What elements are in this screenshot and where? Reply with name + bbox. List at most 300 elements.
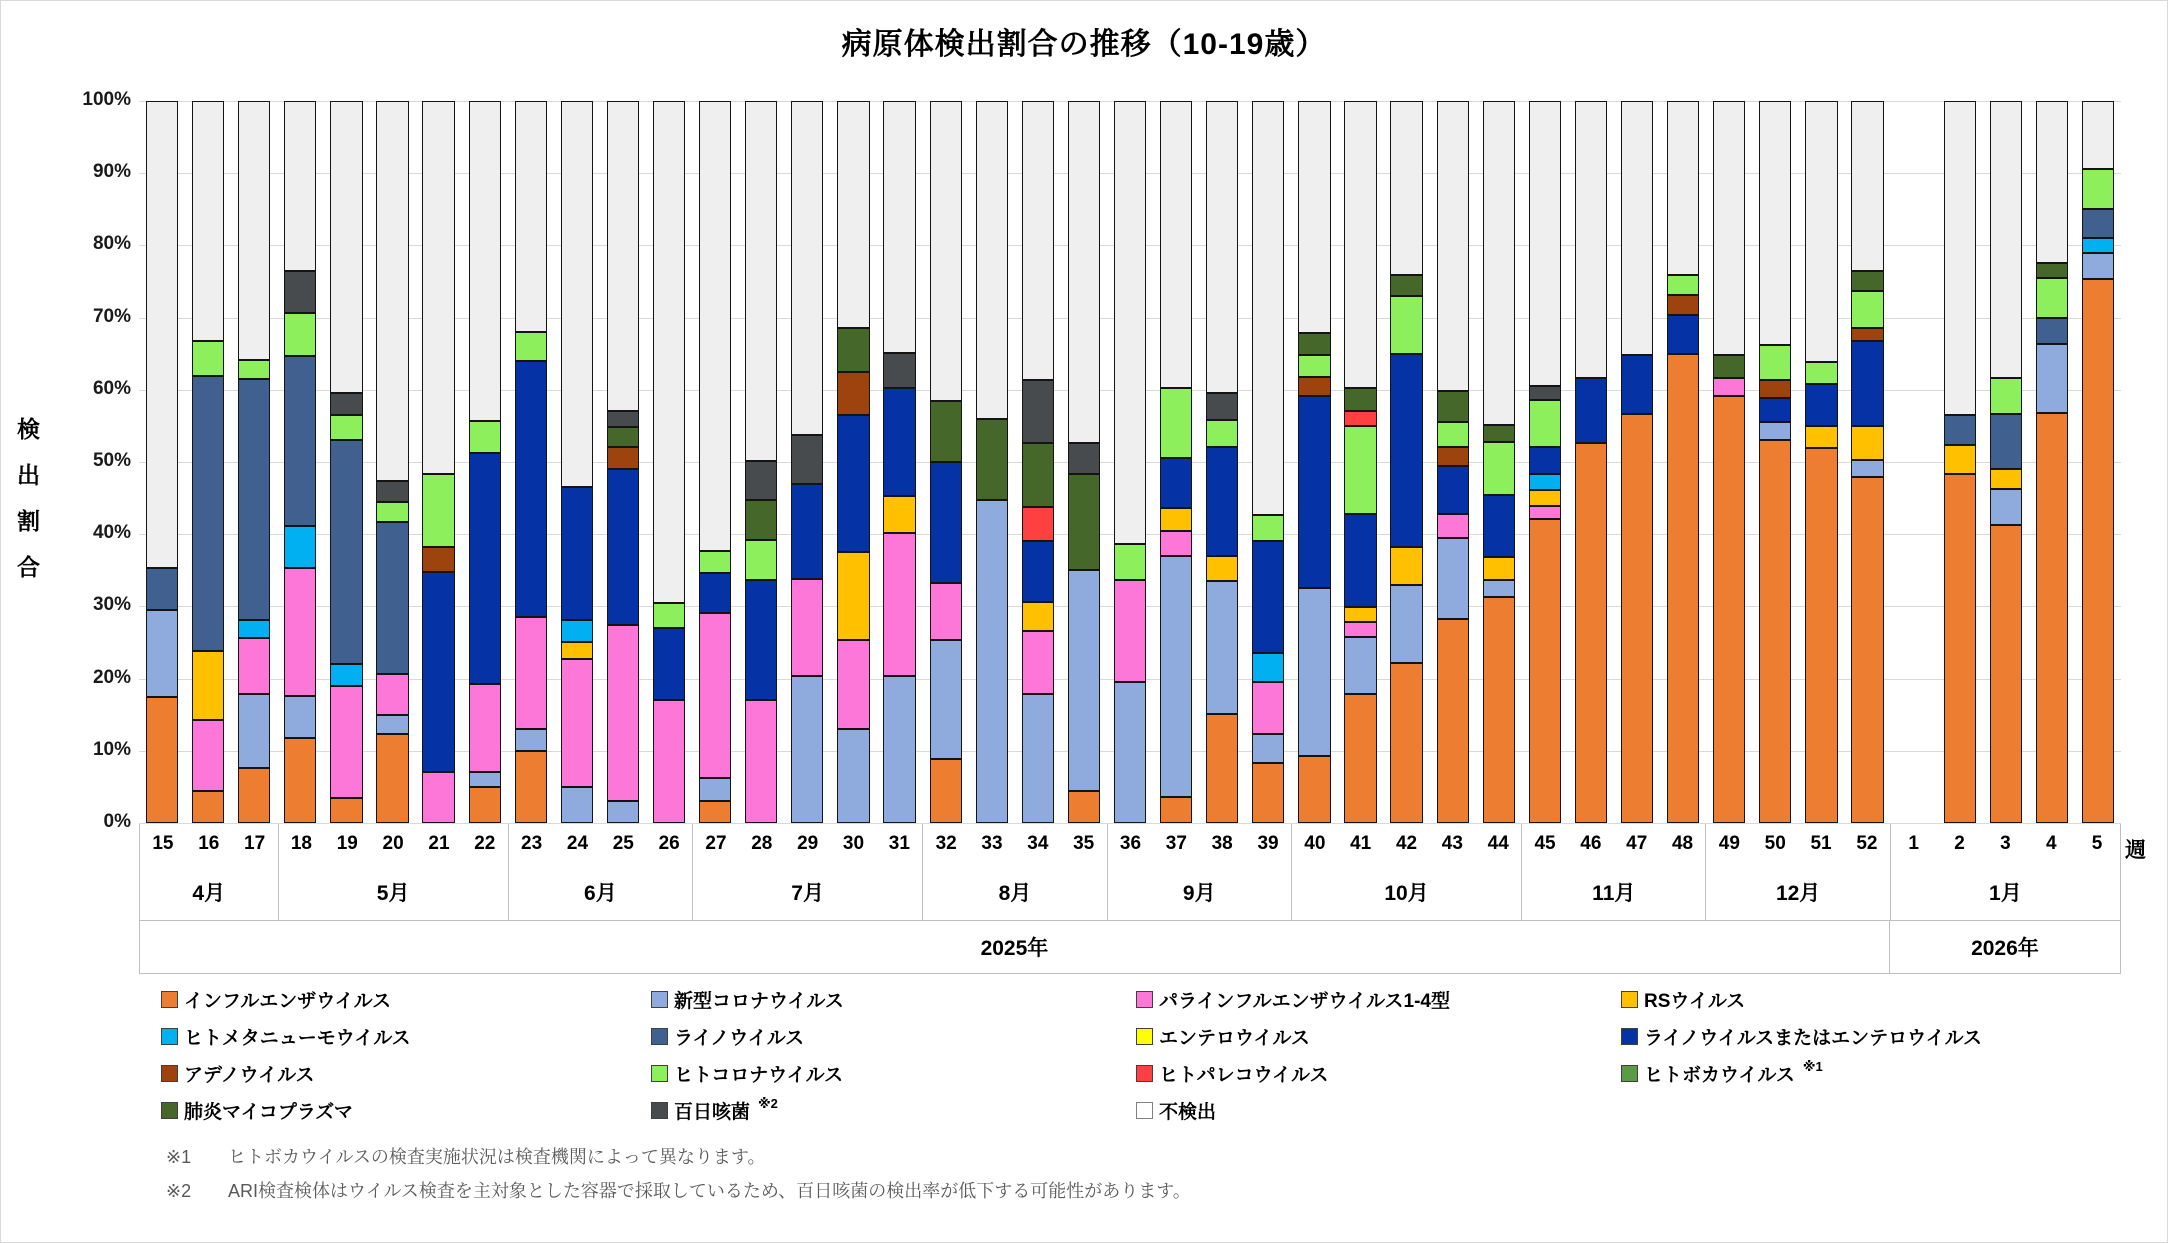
segment-flu [1344, 694, 1376, 823]
month-label: 5月 [376, 882, 410, 905]
bar-week-28 [745, 101, 777, 823]
week-label-16: 16 [198, 833, 220, 854]
segment-para [837, 640, 869, 729]
segment-para [791, 579, 823, 676]
segment-covid [1437, 538, 1469, 619]
segment-hmpv [284, 526, 316, 569]
segment-hcov [238, 360, 270, 379]
month-group-5月 [278, 824, 508, 920]
segment-hcov [1390, 296, 1422, 354]
segment-myco [1344, 388, 1376, 411]
segment-hcov [1851, 291, 1883, 328]
segment-pert [284, 271, 316, 314]
bar-week-50 [1759, 101, 1791, 823]
segment-para [930, 583, 962, 641]
segment-para [1713, 378, 1745, 396]
segment-rhino [284, 356, 316, 526]
y-tick-label: 50% [92, 450, 131, 471]
segment-covid [561, 787, 593, 823]
segment-para [238, 638, 270, 694]
segment-re [1851, 341, 1883, 426]
bar-week-17 [238, 101, 270, 823]
legend-swatch-adeno [161, 1065, 178, 1082]
segment-myco [2036, 263, 2068, 277]
segment-hmpv [1529, 474, 1561, 490]
y-tick-label: 40% [92, 522, 131, 544]
bar-week-47 [1621, 101, 1653, 823]
bar-slot-week-3 [1983, 101, 2029, 823]
segment-hmpv [1252, 653, 1284, 682]
segment-para [653, 700, 685, 823]
bar-slot-week-49 [1706, 101, 1752, 823]
bar-slot-week-26 [646, 101, 692, 823]
segment-hcov [2082, 169, 2114, 209]
segment-pert [1068, 443, 1100, 474]
segment-none [1944, 101, 1976, 415]
legend-swatch-flu [161, 991, 178, 1008]
footnote-1-marker: ※1 [166, 1147, 192, 1167]
segment-myco [1483, 425, 1515, 442]
segment-myco [1390, 275, 1422, 296]
segment-hcov [284, 313, 316, 356]
segment-para [883, 533, 915, 676]
y-tick-label: 100% [82, 89, 131, 110]
month-label: 11月 [1592, 882, 1636, 905]
bar-week-41 [1344, 101, 1376, 823]
bars-container [139, 101, 2121, 823]
segment-re [699, 573, 731, 613]
segment-none [469, 101, 501, 421]
legend-label: 不検出 [1159, 1102, 1217, 1123]
month-group-7月 [692, 824, 922, 920]
segment-para [422, 772, 454, 823]
segment-rhino [238, 379, 270, 620]
bar-week-30 [837, 101, 869, 823]
legend-swatch-para [1136, 991, 1153, 1008]
segment-flu [2082, 279, 2114, 823]
segment-re [1759, 398, 1791, 422]
bar-slot-week-4 [2029, 101, 2075, 823]
segment-none [1529, 101, 1561, 385]
footnote-2-marker: ※2 [166, 1181, 192, 1201]
segment-covid [607, 801, 639, 823]
bar-slot-week-48 [1660, 101, 1706, 823]
segment-none [607, 101, 639, 411]
segment-adeno [1759, 380, 1791, 398]
segment-hcov [1483, 442, 1515, 495]
week-label-40: 40 [1304, 833, 1326, 854]
segment-covid [1759, 422, 1791, 440]
segment-flu [1068, 791, 1100, 823]
segment-pert [376, 481, 408, 503]
legend-swatch-myco [161, 1102, 178, 1119]
segment-rhino [146, 568, 178, 610]
segment-none [515, 101, 547, 332]
segment-parecho [1022, 507, 1054, 542]
legend-item-hcov [651, 1060, 843, 1087]
legend-label: エンテロウイルス [1159, 1028, 1310, 1049]
segment-parecho [1344, 411, 1376, 426]
segment-none [1805, 101, 1837, 362]
segment-covid [1990, 489, 2022, 525]
segment-hmpv [238, 620, 270, 638]
bar-slot-week-17 [231, 101, 277, 823]
y-axis-title-char: 合 [17, 554, 40, 580]
legend-swatch-hmpv [161, 1028, 178, 1045]
week-label-24: 24 [566, 833, 589, 854]
segment-none [745, 101, 777, 461]
bar-week-2 [1944, 101, 1976, 823]
month-group-11月 [1521, 824, 1705, 920]
month-label: 7月 [791, 882, 824, 905]
bar-slot-week-50 [1752, 101, 1798, 823]
segment-none [1483, 101, 1515, 425]
footnote-2-text: ARI検査検体はウイルス検査を主対象とした容器で採取しているため、百日咳菌の検出率が低下する可能性があります。 [228, 1181, 1191, 1201]
segment-para [561, 659, 593, 787]
legend-swatch-pert [651, 1102, 668, 1119]
segment-myco [1022, 443, 1054, 507]
segment-re [561, 487, 593, 620]
segment-none [192, 101, 224, 341]
segment-flu [284, 738, 316, 823]
segment-hcov [515, 332, 547, 361]
bar-slot-week-15 [139, 101, 185, 823]
segment-hcov [1805, 362, 1837, 384]
legend-note-marker: ※1 [1802, 1058, 1823, 1074]
bar-week-37 [1160, 101, 1192, 823]
week-label-50: 50 [1764, 833, 1786, 854]
segment-myco [976, 419, 1008, 499]
week-labels-row [140, 824, 278, 864]
bar-slot-week-52 [1844, 101, 1890, 823]
segment-myco [837, 328, 869, 372]
segment-para [376, 674, 408, 715]
bar-week-3 [1990, 101, 2022, 823]
segment-rhino [1944, 415, 1976, 445]
legend-label: ヒトパレコウイルス [1159, 1065, 1329, 1086]
legend-label: アデノウイルス [184, 1065, 315, 1086]
week-label-41: 41 [1350, 833, 1372, 854]
bar-week-16 [192, 101, 224, 823]
bar-week-33 [976, 101, 1008, 823]
segment-re [837, 415, 869, 551]
segment-flu [1575, 443, 1607, 823]
legend-label: ライノウイルスまたはエンテロウイルス [1644, 1028, 1983, 1049]
segment-none [1022, 101, 1054, 380]
segment-flu [1990, 525, 2022, 823]
segment-hcov [1206, 420, 1238, 447]
segment-rs [1022, 602, 1054, 631]
segment-para [192, 720, 224, 791]
y-tick-label: 90% [92, 161, 131, 183]
segment-para [745, 700, 777, 823]
segment-re [1621, 355, 1653, 414]
week-label-36: 36 [1119, 833, 1142, 854]
segment-none [376, 101, 408, 481]
legend-item-none [1136, 1097, 1216, 1124]
segment-none [1390, 101, 1422, 275]
segment-re [1529, 447, 1561, 474]
bar-week-48 [1667, 101, 1699, 823]
segment-rs [1390, 547, 1422, 585]
segment-hcov [330, 415, 362, 440]
segment-hcov [745, 540, 777, 580]
segment-none [791, 101, 823, 435]
segment-covid [791, 676, 823, 823]
segment-covid [837, 729, 869, 823]
segment-hcov [1759, 345, 1791, 380]
week-label-33: 33 [981, 833, 1003, 854]
week-label-3: 3 [2000, 833, 2011, 854]
segment-flu [1713, 396, 1745, 823]
month-label: 6月 [584, 882, 617, 905]
segment-re [653, 628, 685, 700]
legend-item-hmpv [161, 1023, 411, 1050]
segment-re [1437, 466, 1469, 514]
segment-rhino [376, 522, 408, 674]
bar-slot-week-18 [277, 101, 323, 823]
legend-item-pert [651, 1097, 778, 1124]
segment-covid [376, 715, 408, 734]
bar-week-26 [653, 101, 685, 823]
week-label-2: 2 [1954, 833, 1965, 854]
legend-item-flu [161, 986, 391, 1013]
segment-myco [1298, 333, 1330, 355]
y-axis-title-char: 検 [17, 416, 40, 442]
bar-week-20 [376, 101, 408, 823]
segment-flu [1298, 756, 1330, 823]
segment-covid [1114, 682, 1146, 823]
segment-none [146, 101, 178, 568]
segment-flu [1621, 414, 1653, 823]
legend-swatch-hcov [651, 1065, 668, 1082]
segment-hmpv [561, 620, 593, 642]
segment-re [607, 469, 639, 626]
month-group-6月 [508, 824, 692, 920]
segment-none [1298, 101, 1330, 333]
week-label-52: 52 [1856, 833, 1878, 854]
week-labels-row [1108, 824, 1291, 864]
segment-covid [284, 696, 316, 738]
week-label-49: 49 [1718, 833, 1740, 854]
bar-week-29 [791, 101, 823, 823]
legend-swatch-parecho [1136, 1065, 1153, 1082]
segment-adeno [837, 372, 869, 415]
segment-rs [561, 642, 593, 659]
segment-flu [930, 759, 962, 823]
bar-slot-week-19 [323, 101, 369, 823]
segment-re [930, 462, 962, 583]
segment-hmpv [330, 664, 362, 686]
segment-hcov [376, 502, 408, 521]
chart-title: 病原体検出割合の推移（10-19歳） [841, 28, 1327, 61]
segment-hcov [192, 341, 224, 376]
bar-week-32 [930, 101, 962, 823]
segment-pert [1022, 380, 1054, 443]
segment-flu [469, 787, 501, 823]
bar-week-44 [1483, 101, 1515, 823]
bar-slot-week-16 [185, 101, 231, 823]
segment-re [469, 453, 501, 684]
bar-week-49 [1713, 101, 1745, 823]
segment-re [1022, 541, 1054, 602]
bar-week-25 [607, 101, 639, 823]
segment-flu [1851, 477, 1883, 823]
segment-rhino [330, 440, 362, 664]
segment-covid [976, 500, 1008, 823]
segment-para [1022, 631, 1054, 694]
bar-slot-week-51 [1798, 101, 1844, 823]
segment-rhino [192, 376, 224, 651]
week-label-44: 44 [1487, 833, 1509, 854]
y-tick-label: 10% [92, 738, 131, 760]
bar-slot-week-35 [1061, 101, 1107, 823]
segment-flu [1206, 714, 1238, 823]
segment-rs [1344, 607, 1376, 621]
bar-week-40 [1298, 101, 1330, 823]
bar-week-36 [1114, 101, 1146, 823]
segment-covid [1068, 570, 1100, 790]
bar-week-18 [284, 101, 316, 823]
bar-slot-week-22 [462, 101, 508, 823]
week-label-47: 47 [1626, 833, 1648, 854]
footnote-1-text: ヒトボカウイルスの検査実施状況は検査機関によって異なります。 [228, 1147, 766, 1167]
segment-rhino [2036, 318, 2068, 344]
legend-swatch-boca [1621, 1065, 1638, 1082]
week-label-5: 5 [2091, 833, 2103, 854]
week-label-43: 43 [1441, 833, 1463, 854]
week-label-28: 28 [751, 833, 773, 854]
segment-covid [1160, 556, 1192, 797]
segment-flu [1483, 597, 1515, 823]
week-labels-row [923, 824, 1106, 864]
segment-flu [699, 801, 731, 823]
x-axis [139, 824, 2121, 974]
segment-none [976, 101, 1008, 419]
week-label-15: 15 [152, 833, 174, 854]
segment-hcov [1437, 422, 1469, 447]
segment-rs [1990, 469, 2022, 489]
segment-flu [1759, 440, 1791, 823]
y-axis-title-char: 出 [17, 462, 40, 488]
segment-covid [699, 778, 731, 801]
segment-rhino [1990, 414, 2022, 468]
segment-adeno [1437, 447, 1469, 466]
segment-flu [1252, 763, 1284, 823]
bar-week-31 [883, 101, 915, 823]
legend-item-para [1136, 986, 1450, 1013]
month-group-10月 [1291, 824, 1521, 920]
segment-rs [1851, 426, 1883, 460]
segment-para [1252, 682, 1284, 734]
legend-item-rs [1621, 986, 1745, 1013]
segment-re [791, 484, 823, 579]
segment-none [1667, 101, 1699, 275]
legend-label: インフルエンザウイルス [184, 991, 392, 1012]
segment-covid [238, 694, 270, 768]
segment-none [330, 101, 362, 393]
year-label-2025年: 2025年 [139, 921, 1889, 973]
week-label-29: 29 [797, 833, 819, 854]
segment-re [515, 361, 547, 617]
legend-label: パラインフルエンザウイルス1-4型 [1159, 991, 1450, 1012]
bar-slot-week-37 [1153, 101, 1199, 823]
segment-hcov [1252, 515, 1284, 542]
segment-hcov [1160, 388, 1192, 459]
bar-slot-week-2 [1937, 101, 1983, 823]
segment-hcov [1344, 426, 1376, 514]
segment-myco [930, 401, 962, 462]
segment-myco [1068, 474, 1100, 570]
legend-swatch-re [1621, 1028, 1638, 1045]
segment-rhino [2082, 209, 2114, 238]
week-labels-row [509, 824, 692, 864]
segment-pert [607, 411, 639, 428]
legend-item-re [1621, 1023, 1982, 1050]
week-labels-row [1706, 824, 1889, 864]
bar-slot-week-1 [1891, 101, 1937, 823]
week-label-4: 4 [2045, 833, 2057, 854]
segment-pert [745, 461, 777, 501]
segment-re [1483, 495, 1515, 558]
segment-none [1713, 101, 1745, 355]
bar-week-5 [2082, 101, 2114, 823]
week-label-37: 37 [1165, 833, 1187, 854]
segment-re [1575, 378, 1607, 444]
week-label-39: 39 [1257, 833, 1279, 854]
y-tick-label: 60% [92, 377, 131, 399]
week-label-25: 25 [612, 833, 634, 854]
bar-slot-week-41 [1337, 101, 1383, 823]
bar-slot-week-21 [416, 101, 462, 823]
segment-covid [2036, 344, 2068, 413]
segment-para [1344, 622, 1376, 638]
y-tick-label: 30% [92, 594, 131, 616]
segment-covid [1206, 581, 1238, 714]
segment-myco [1437, 391, 1469, 422]
segment-para [330, 686, 362, 798]
footnote-2 [166, 1177, 1191, 1203]
bar-slot-week-23 [508, 101, 554, 823]
week-label-27: 27 [705, 833, 727, 854]
bar-week-42 [1390, 101, 1422, 823]
segment-adeno [1667, 295, 1699, 315]
segment-none [837, 101, 869, 328]
segment-hcov [1990, 378, 2022, 415]
bar-week-43 [1437, 101, 1469, 823]
month-label: 8月 [998, 882, 1032, 905]
bar-slot-week-27 [692, 101, 738, 823]
segment-adeno [1298, 377, 1330, 396]
legend-swatch-rs [1621, 991, 1638, 1008]
bar-week-46 [1575, 101, 1607, 823]
segment-flu [1805, 448, 1837, 823]
segment-covid [2082, 253, 2114, 280]
segment-adeno [422, 547, 454, 573]
segment-none [1990, 101, 2022, 378]
segment-none [1759, 101, 1791, 345]
bar-slot-week-43 [1430, 101, 1476, 823]
segment-para [284, 568, 316, 696]
segment-para [1437, 514, 1469, 538]
legend-swatch-covid [651, 991, 668, 1008]
year-row [139, 920, 2121, 974]
segment-flu [1944, 474, 1976, 823]
week-label-45: 45 [1534, 833, 1556, 854]
bar-slot-week-42 [1384, 101, 1430, 823]
segment-myco [1713, 355, 1745, 378]
segment-pert [1529, 386, 1561, 400]
